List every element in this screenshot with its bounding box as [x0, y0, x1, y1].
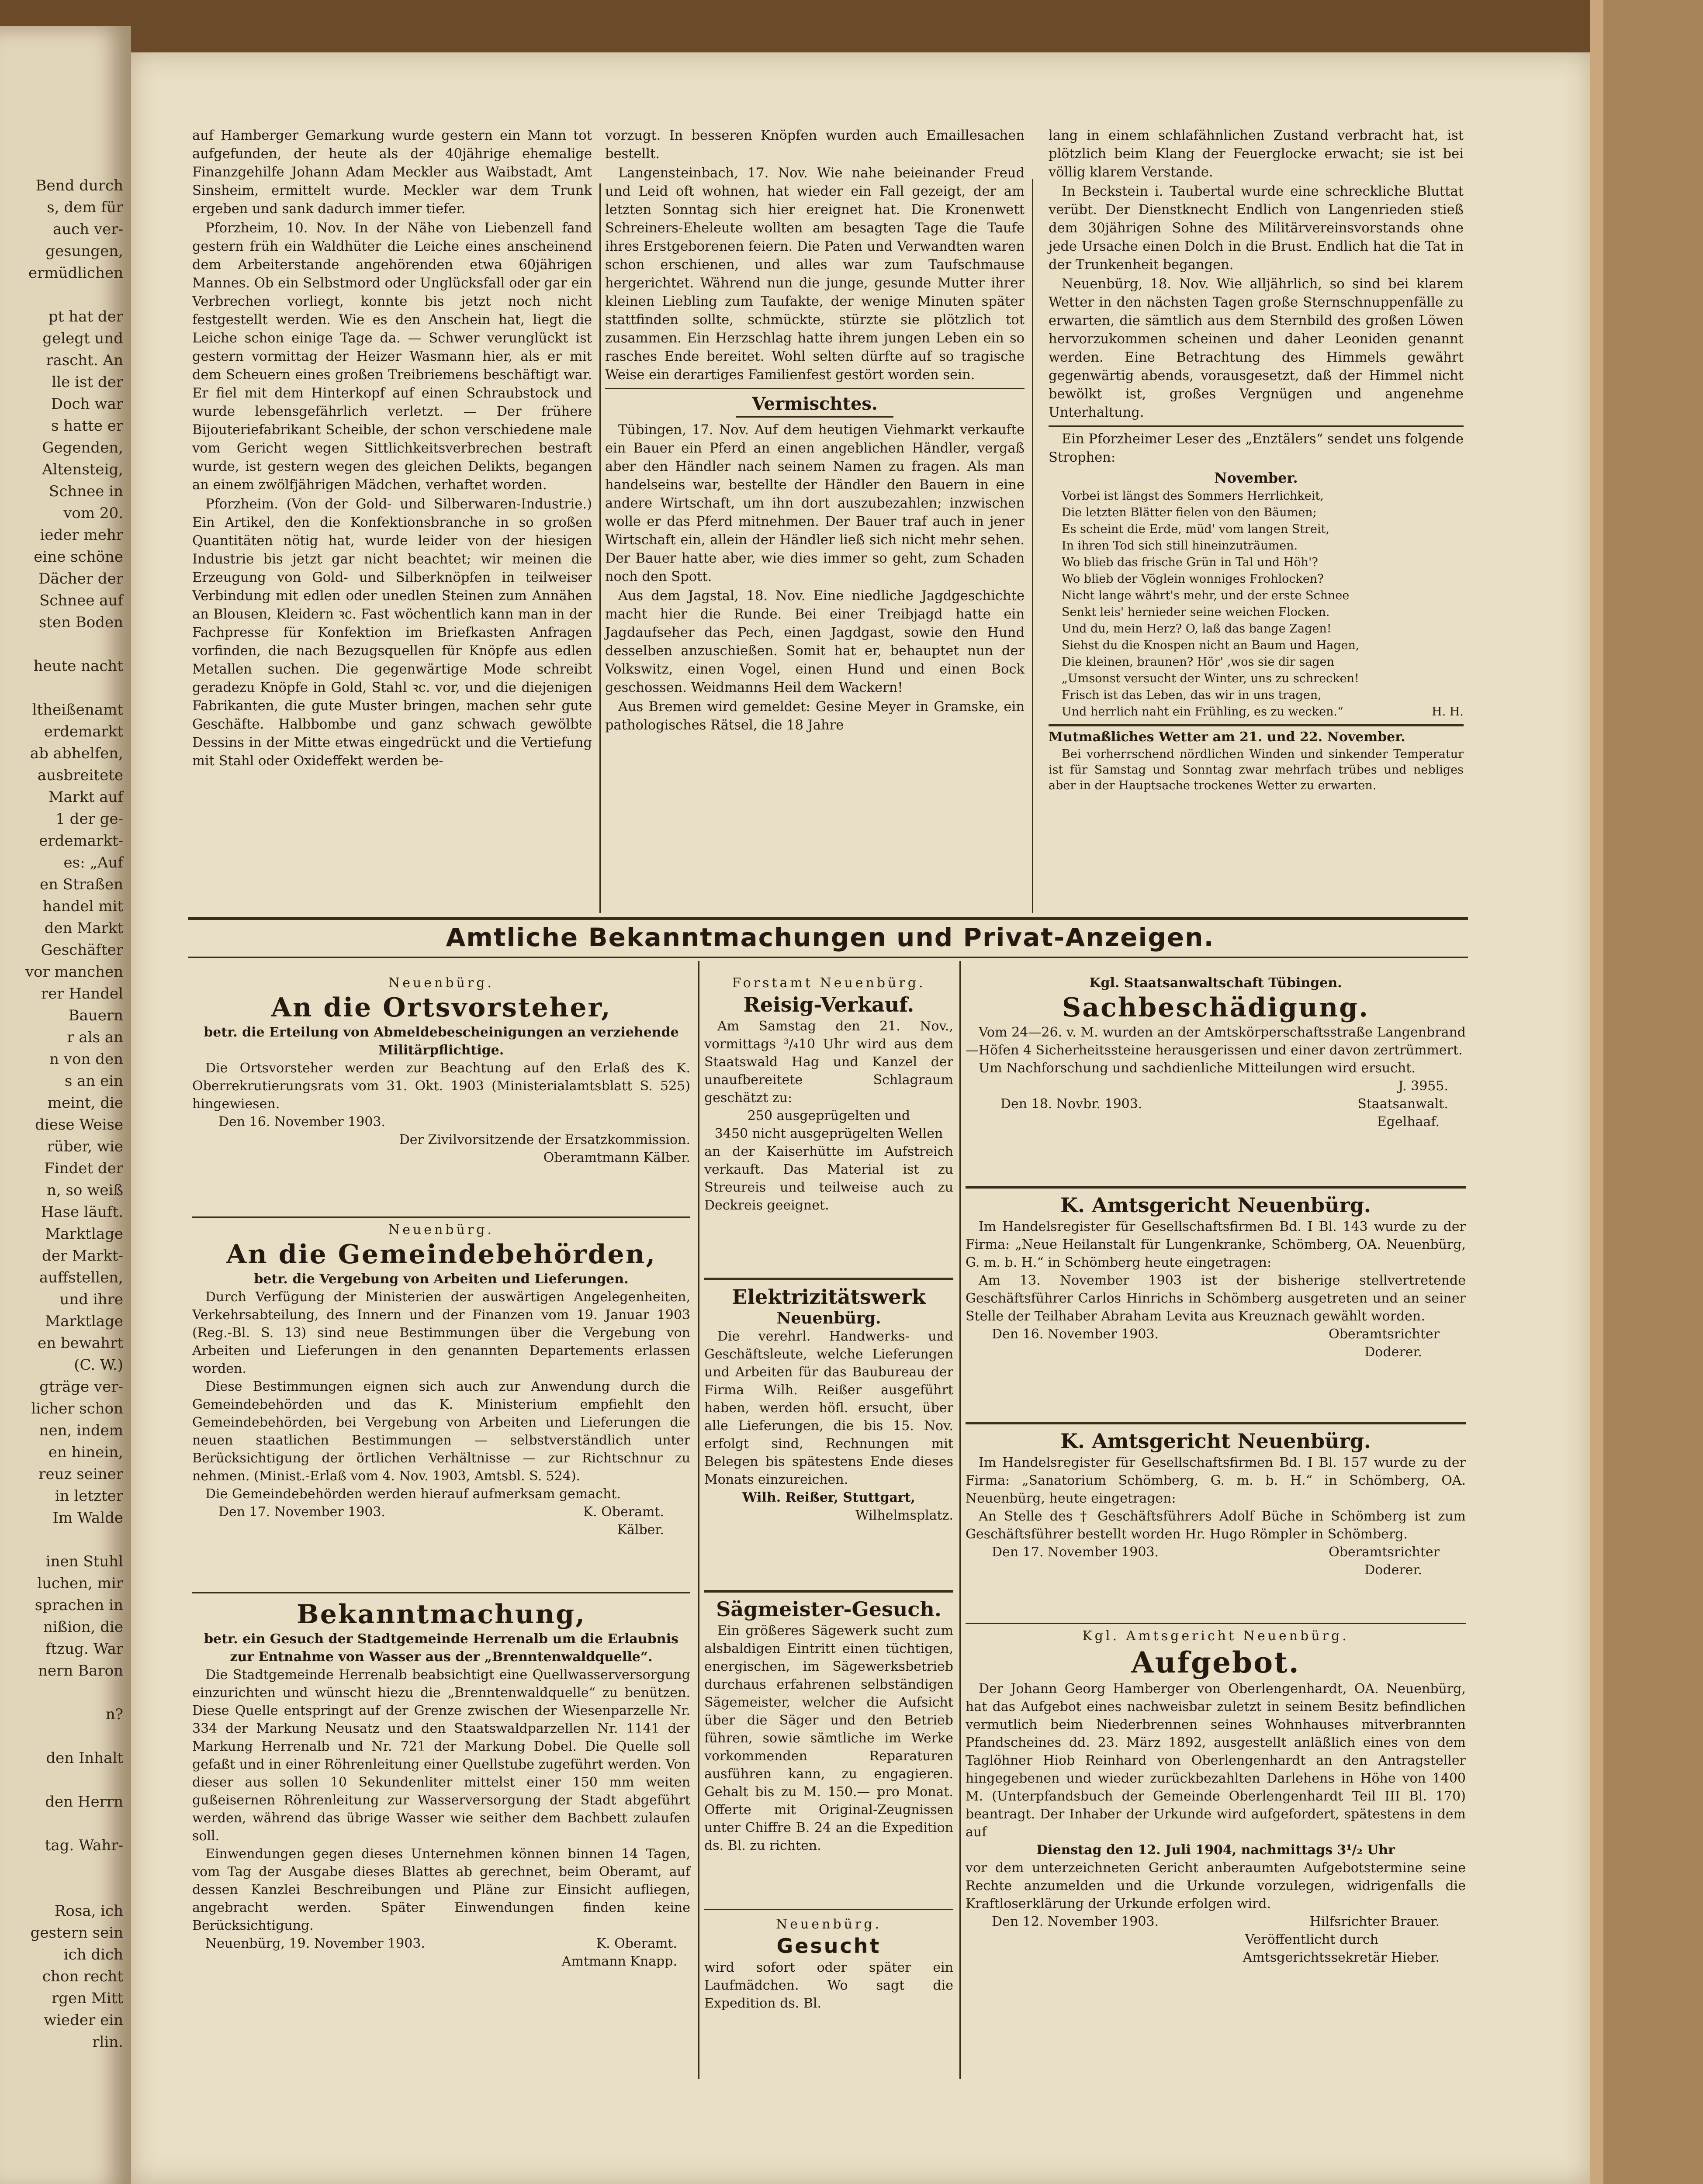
banner-rule-bottom	[188, 957, 1468, 958]
notice-amtsgericht-2	[966, 1428, 1466, 1579]
notice-subtitle: betr. die Vergebung von Arbeiten und Lieferungen.	[254, 1272, 629, 1287]
notice-gemeindebehoerden	[192, 1221, 690, 1539]
notice-body: Am 13. November 1903 ist der bisherige stellvertretende Geschäftsführer Carlos Hinrichs in Schömberg ausgetreten und an seiner Stelle der Teilhaber Abraham Levita aus Kreuznach gewählt worden.	[966, 1273, 1466, 1324]
notice-signature: Doderer.	[1364, 1344, 1422, 1360]
poem-line: Und herrlich naht ein Frühling, es zu wecken.“	[1062, 705, 1343, 719]
notice-sachbeschaedigung	[966, 974, 1466, 1131]
news-column-3	[1049, 127, 1464, 795]
notice-signature: K. Oberamt.	[583, 1504, 664, 1520]
notice-date: Den 18. Novbr. 1903.	[1000, 1096, 1142, 1112]
notice-footer	[966, 1543, 1466, 1561]
article: Pforzheim, 10. Nov. In der Nähe von Liebenzell fand gestern früh ein Waldhüter die Leiche eines anscheinend dem Arbeiterstande angehörenden etwa 60jährigen Mannes. Ob ein Selbstmord oder Unglücksfall oder gar ein Verbrechen vorliegt, konnte bis jetzt noch nicht festgestellt werden. Wie es den Anschein hat, liegt die Leiche schon einige Tage da. — Schwer verunglückt ist gestern vormittag der Heizer Wasmann hier, als er mit dem Scheuern eines großen Treibriemens beschäftigt war. Er fiel mit dem Hinterkopf auf einen Schraubstock und wurde lebensgefährlich verletzt. — Der frühere Bijouteriefabrikant Scheible, der schon verschiedene male vom Gericht wegen Sittlichkeitsverbrechen bestraft wurde, ist gestern wegen des gleichen Delikts, begangen an einem zwölfjährigen Mädchen, verhaftet worden.	[192, 221, 592, 493]
column-rule	[959, 961, 961, 2079]
notice-body: Um Nachforschung und sachdienliche Mitteilungen wird ersucht.	[979, 1061, 1416, 1076]
notice-date: Neuenbürg, 19. November 1903.	[205, 1936, 425, 1951]
poem-last-line	[1062, 704, 1464, 720]
notice-signature: Oberamtsrichter	[1329, 1545, 1440, 1560]
rule	[192, 1216, 690, 1218]
rule	[605, 388, 1025, 389]
notice-place: Neuenbürg.	[388, 1222, 494, 1237]
rule	[966, 1186, 1466, 1189]
notice-body: an der Kaiserhütte im Aufstreich verkauft. Das Material ist zu Streureis und teilweise auch zu Deckreis geeignet.	[704, 1144, 953, 1213]
notice-saegmeister	[704, 1597, 953, 1855]
poem-line: Es scheint die Erde, müd' vom langen Streit,	[1062, 522, 1330, 536]
poem-signature: H. H.	[1432, 705, 1464, 719]
notice-body: Die Ortsvorsteher werden zur Beachtung auf den Erlaß des K. Oberrekrutierungsrats vom 31. Okt. 1903 (Ministerialamtsblatt S. 525) hingewiesen.	[192, 1061, 690, 1112]
poem-line: Nicht lange währt's mehr, und der erste Schnee	[1062, 589, 1350, 602]
notice-title: Elektrizitätswerk	[732, 1285, 926, 1309]
notice-signature: Der Zivilvorsitzende der Ersatzkommission.	[399, 1132, 690, 1147]
notice-body: Einwendungen gegen dieses Unternehmen können binnen 14 Tagen, vom Tag der Ausgabe dieses Blattes ab gerechnet, beim Oberamt, auf dessen Kanzlei Beschreibungen und Pläne zur Einsicht aufliegen, angebracht werden. Später Einwendungen finden keine Berücksichtigung.	[192, 1846, 690, 1933]
notice-elektrizitaetswerk	[704, 1284, 953, 1524]
notice-title: Reisig-Verkauf.	[743, 993, 914, 1016]
notice-subtitle: betr. ein Gesuch der Stadtgemeinde Herrenalb um die Erlaubnis zur Entnahme von Wasser aus der „Brenntenwaldquelle“.	[204, 1631, 678, 1665]
notice-subtitle: betr. die Erteilung von Abmeldebescheinigungen an verziehende Militärpflichtige.	[204, 1025, 679, 1058]
article: lang in einem schlafähnlichen Zustand verbracht hat, ist plötzlich beim Klang der Feuerglocke erwacht; sie ist bei völlig klarem Verstande.	[1049, 128, 1464, 180]
column-rule	[698, 961, 699, 2079]
poem-title: November.	[1214, 470, 1298, 486]
notice-bekanntmachung	[192, 1599, 690, 1970]
notice-signature: Oberamtmann Kälber.	[543, 1150, 690, 1165]
rule	[1049, 425, 1464, 427]
weather-text: Bei vorherrschend nördlichen Winden und sinkender Temperatur ist für Samstag und Sonntag zwar mehrfach trübes und nebliges aber in der Hauptsache trockenes Wetter zu erwarten.	[1049, 747, 1464, 792]
notice-signature: Egelhaaf.	[1377, 1114, 1440, 1130]
notice-body: Die Stadtgemeinde Herrenalb beabsichtigt eine Quellwasserversorgung einzurichten und wünscht hiezu die „Brenntenwaldquelle“ zu benützen. Diese Quelle entspringt auf der Grenze zwischen der Wiesenparzelle Nr. 334 der Markung Neusatz und den Staatswaldparzellen Nr. 1141 der Markung Herrenalb und Nr. 721 der Markung Dobel. Die Quelle soll gefaßt und in einer Röhrenleitung einer Quellstube zugeführt werden. Von dieser aus sollen 10 Sekundenliter mittelst einer 150 mm weiten gußeisernen Röhrenleitung zur Wasserversorgung der Stadt abgeführt werden, während das übrige Wasser wie seither dem Bachbett zulaufen soll.	[192, 1667, 690, 1844]
notice-body: Die verehrl. Handwerks- und Geschäftsleute, welche Lieferungen und Arbeiten für das Baubureau der Firma Wilh. Reißer ausgeführt haben, werden höfl. ersucht, über alle Lieferungen, die bis 15. Nov. erfolgt sind, Rechnungen mit Belegen bis spätestens Ende dieses Monats einzureichen.	[704, 1329, 953, 1487]
notice-title: Sägmeister-Gesuch.	[716, 1597, 941, 1621]
page-edge	[1590, 0, 1603, 2184]
poem	[1049, 488, 1464, 720]
article: Neuenbürg, 18. Nov. Wie alljährlich, so sind bei klarem Wetter in den nächsten Tagen große Sternschnuppenfälle zu erwarten, die sämtlich aus dem Sternbild des großen Löwen hervorzukommen scheinen und daher Leoniden genannt werden. Eine Betrachtung des Himmels gewährt gegenwärtig abends, vorausgesetzt, daß der Himmel nicht bewölkt ist, großes Vergnügen und angenehme Unterhaltung.	[1049, 276, 1464, 420]
notice-title: Bekanntmachung,	[297, 1599, 586, 1630]
notice-footer	[192, 1503, 690, 1521]
notice-signature: K. Oberamt.	[596, 1936, 677, 1951]
rule	[966, 1623, 1466, 1624]
notice-body: An Stelle des † Geschäftsführers Adolf Büche in Schömberg ist zum Geschäftsführer bestellt worden Hr. Hugo Römpler in Schömberg.	[966, 1509, 1466, 1542]
notice-body: Im Handelsregister für Gesellschaftsfirmen Bd. I Bl. 157 wurde zu der Firma: „Sanatorium Schömberg, G. m. b. H.“ in Schömberg, OA. Neuenbürg, heute eingetragen:	[966, 1455, 1466, 1506]
notice-signature: Wilhelmsplatz.	[855, 1508, 953, 1523]
notice-date: Den 16. November 1903.	[218, 1114, 386, 1130]
notice-place: Kgl. Staatsanwaltschaft Tübingen.	[1089, 975, 1342, 991]
notice-place: Neuenbürg.	[388, 975, 494, 991]
rule	[704, 1278, 953, 1280]
poem-line: „Umsonst versucht der Winter, uns zu schrecken!	[1062, 672, 1359, 685]
news-column-2	[605, 127, 1025, 736]
article: auf Hamberger Gemarkung wurde gestern ein Mann tot aufgefunden, der heute als der 40jährige ehemalige Finanzgehilfe Johann Adam Meckler aus Waibstadt, Amt Sinsheim, ermittelt wurde. Meckler war dem Trunk ergeben und sank dadurch immer tiefer.	[192, 128, 592, 217]
article: Aus dem Jagstal, 18. Nov. Eine niedliche Jagdgeschichte macht hier die Runde. Bei einer Treibjagd hatte ein Jagdaufseher das Pech, einen Jagdgast, sowie den Hund desselben anzuschießen. Somit hat er, behauptet nun der Volkswitz, einen Vogel, einen Hund und einen Bock geschossen. Weidmanns Heil dem Wackern!	[605, 588, 1025, 695]
notice-body: 3450 nicht ausgeprügelten Wellen	[714, 1126, 943, 1141]
notice-footer	[192, 1935, 690, 1952]
notice-ortsvorsteher	[192, 974, 690, 1167]
notice-body: vor dem unterzeichneten Gericht anberaumten Aufgebotstermine seine Rechte anzumelden und die Urkunde vorzulegen, widrigenfalls die Kraftloserklärung der Urkunde erfolgen wird.	[966, 1860, 1466, 1911]
article: Tübingen, 17. Nov. Auf dem heutigen Viehmarkt verkaufte ein Bauer ein Pferd an einen angeblichen Händler, vergaß aber den Händler nach seinem Namen zu fragen. Als man handelseins war, bestellte der Händler den Bauern in eine andere Wirtschaft, um ihn dort auszubezahlen; inzwischen wolle er das Pferd mitnehmen. Der Bauer traf auch in jener Wirtschaft ein, allein der Händler ließ sich nicht mehr sehen. Der Bauer hatte aber, wie dies immer so geht, zum Schaden noch den Spott.	[605, 422, 1025, 584]
notice-body: Der Johann Georg Hamberger von Oberlengenhardt, OA. Neuenbürg, hat das Aufgebot eines nachweisbar zuletzt in seinem Besitz befindlichen vermutlich beim Niederbrennen seines Wohnhauses mitverbrannten Pfandscheines dd. 23. März 1892, ausgestellt anläßlich eines von dem Taglöhner Hiob Reinhard von Oberlengenhardt an den Antragsteller hingegebenen und wieder zurückbezahlten Darlehens in Höhe von 1400 M. (Unterpfandsbuch der Gemeinde Oberlengenhardt Teil III Bl. 170) beantragt. Der Inhaber der Urkunde wird aufgefordert, spätestens in dem auf	[966, 1681, 1466, 1840]
article: vorzugt. In besseren Knöpfen wurden auch Emaillesachen bestellt.	[605, 128, 1025, 162]
notice-body: Die Gemeindebehörden werden hierauf aufmerksam gemacht.	[205, 1486, 621, 1502]
notice-reisig-verkauf	[704, 974, 953, 1214]
notice-signature: Hilfsrichter Brauer.	[1309, 1914, 1440, 1929]
notice-body: Am Samstag den 21. Nov., vormittags ³/₄10 Uhr wird aus dem Staatswald Hag und Kanzel der unaufbereitete Schlagraum geschätzt zu:	[704, 1019, 953, 1106]
notice-date: Den 17. November 1903.	[218, 1504, 386, 1520]
news-column-1	[192, 127, 592, 771]
article: Ein Pforzheimer Leser des „Enztälers“ sendet uns folgende Strophen:	[1049, 432, 1464, 465]
left-page-text: Bend durch s, dem für auch ver- gesungen, ermüdlichen pt hat der gelegt und rascht. An lle ist der Doch war s hatte er Gegenden, Altensteig, Schnee in vom 20. ieder mehr eine schöne Dächer der Schnee auf sten Boden heute nacht ltheißenamt erdemarkt ab abhelfen, ausbreitete Markt auf 1 der ge- erdemarkt- es: „Auf en Straßen handel mit den Markt Geschäfter vor manchen rer Handel Bauern r als an n von den s an ein meint, die diese Weise rüber, wie Findet der n, so weiß Hase läuft. Marktlage der Markt- auffstellen, und ihre Marktlage en bewahrt (C. W.) gträge ver- licher schon nen, indem en hinein, reuz seiner in letzter Im Walde inen Stuhl luchen, mir sprachen in nißion, die ftzug. War nern Baron n? den Inhalt den Herrn tag. Wahr- Rosa, ich gestern sein ich dich chon recht rgen Mitt wieder ein rlin.	[25, 177, 123, 2051]
notice-title: Aufgebot.	[1131, 1645, 1300, 1679]
notice-place: Kgl. Amtsgericht Neuenbürg.	[1082, 1628, 1349, 1644]
banner-rule-top	[188, 917, 1468, 920]
notice-body: Ein größeres Sägewerk sucht zum alsbaldigen Eintritt einen tüchtigen, energischen, im Sägewerksbetrieb durchaus erfahrenen selbständigen Sägemeister, welcher die Aufsicht über die Säger und den Betrieb führen, sowie sämtliche im Werke vorkommenden Reparaturen ausführen kann, zu engagieren. Gehalt bis zu M. 150.— pro Monat. Offerte mit Original-Zeugnissen unter Chiffre B. 24 an die Expedition ds. Bl. zu richten.	[704, 1623, 953, 1853]
rule	[966, 1422, 1466, 1424]
notice-date: Den 17. November 1903.	[992, 1545, 1159, 1560]
notice-body: Im Handelsregister für Gesellschaftsfirmen Bd. I Bl. 143 wurde zu der Firma: „Neue Heilanstalt für Lungenkranke, Schömberg, OA. Neuenbürg, G. m. b. H.“ in Schömberg heute eingetragen:	[966, 1219, 1466, 1270]
poem-line: Vorbei ist längst des Sommers Herrlichkeit,	[1062, 489, 1324, 503]
poem-line: Und du, mein Herz? O, laß das bange Zagen!	[1062, 622, 1332, 636]
poem-line: Die letzten Blätter fielen von den Bäumen;	[1062, 506, 1317, 519]
article: In Beckstein i. Taubertal wurde eine schreckliche Bluttat verübt. Der Dienstknecht Endlich von Langenrieden stieß dem 30jährigen Sohne des Militärvereinsvorstands ohne jede Ursache einen Dolch in die Brust. Endlich hat die Tat in der Trunkenheit begangen.	[1049, 184, 1464, 273]
notice-highlight: Dienstag den 12. Juli 1904, nachmittags 3¹/₂ Uhr	[1036, 1842, 1395, 1858]
notice-footer	[966, 1325, 1466, 1343]
rule	[736, 416, 893, 418]
notice-footer	[966, 1095, 1466, 1113]
notice-title: Sachbeschädigung.	[1062, 992, 1370, 1023]
poem-line: In ihren Tod sich still hineinzuträumen.	[1062, 539, 1298, 553]
article: Aus Bremen wird gemeldet: Gesine Meyer in Gramske, ein pathologisches Rätsel, die 18 Jahre	[605, 699, 1025, 733]
poem-line: Die kleinen, braunen? Hör' ‚wos sie dir sagen	[1062, 655, 1335, 669]
article: Langensteinbach, 17. Nov. Wie nahe beieinander Freud und Leid oft wohnen, hat wieder ein Fall gezeigt, der am letzten Sonntag sich hier ereignet hat. Die Kronenwett Schreiners-Eheleute wollten am besagten Tage die Taufe ihres Erstgeborenen feiern. Die Paten und Verwandten waren schon erschienen, und alles war zum Taufschmause hergerichtet. Während nun die junge, gesunde Mutter ihrer kleinen Liebling zum Taufakte, der wenige Minuten später stattfinden sollte, schmückte, stürzte sie plötzlich tot zusammen. Ein Herzschlag hatte ihrem jungen Leben ein so rasches Ende bereitet. Wohl selten dürfte auf so tragische Weise ein derartiges Familienfest gestört worden sein.	[605, 166, 1025, 383]
notice-signature: Kälber.	[617, 1522, 664, 1538]
notice-title: An die Gemeindebehörden,	[226, 1239, 657, 1270]
poem-line: Frisch ist das Leben, das wir in uns tragen,	[1062, 688, 1322, 702]
notice-footer	[966, 1913, 1466, 1931]
rule	[192, 1592, 690, 1593]
book-cover-edge	[1603, 0, 1703, 2184]
article: Pforzheim. (Von der Gold- und Silberwaren-Industrie.) Ein Artikel, den die Konfektionsbranche in so großen Quantitäten nötig hat, wurde leider von der hiesigen Industrie bis jetzt gar nicht beachtet; wir meinen die Erzeugung von Gold- und Silberknöpfen in teilweiser Verbindung mit edlen oder unedlen Steinen zum Annähen an Blousen, Kleidern ꝛc. Fast wöchentlich kann man in der Fachpresse für Konfektion im Briefkasten Anfragen vorfinden, die nach Bezugsquellen für Knöpfe aus edlen Metallen suchen. Die gegenwärtige Mode schreibt geradezu Knöpfe in Gold, Stahl ꝛc. vor, und die diejenigen Fabrikanten, die gute Muster bringen, machen sehr gute Geschäfte. Halbbombe und ganz schwach gewölbte Dessins in der Mitte etwas eingedrückt und die Vertiefung mit Stahl oder Oxideffekt werden be-	[192, 497, 592, 769]
notice-date: Den 12. November 1903.	[992, 1914, 1159, 1929]
notice-date: Den 16. November 1903.	[992, 1327, 1159, 1342]
notice-signature: Staatsanwalt.	[1357, 1096, 1448, 1112]
poem-line: Wo blieb der Vöglein wonniges Frohlocken?	[1062, 572, 1324, 586]
notice-body: wird sofort oder später ein Laufmädchen. Wo sagt die Expedition ds. Bl.	[704, 1960, 953, 2011]
notice-body: Vom 24—26. v. M. wurden an der Amtskörperschaftsstraße Langenbrand—Höfen 4 Sicherheitssteine herausgerissen und einer davon zertrümmert.	[966, 1025, 1466, 1058]
section-banner: Amtliche Bekanntmachungen und Privat-Anzeigen.	[446, 923, 1215, 952]
section-heading: Vermischtes.	[752, 394, 878, 414]
notice-signature: Amtsgerichtssekretär Hieber.	[1243, 1950, 1440, 1965]
poem-line: Senkt leis' hernieder seine weichen Flocken.	[1062, 605, 1330, 619]
notice-title: Gesucht	[776, 1934, 881, 1958]
notice-signature: Doderer.	[1364, 1562, 1422, 1578]
rule	[704, 1909, 953, 1910]
notice-signature: Wilh. Reißer, Stuttgart,	[742, 1490, 916, 1505]
column-rule	[1032, 179, 1033, 913]
notice-published: Veröffentlicht durch	[1245, 1932, 1378, 1947]
notice-amtsgericht-1	[966, 1192, 1466, 1361]
notice-reference: J. 3955.	[1398, 1078, 1448, 1094]
rule	[704, 1590, 953, 1593]
notice-title: K. Amtsgericht Neuenbürg.	[1060, 1193, 1371, 1217]
column-rule	[599, 183, 601, 913]
notice-body: 250 ausgeprügelten und	[747, 1108, 910, 1123]
notice-title: K. Amtsgericht Neuenbürg.	[1060, 1429, 1371, 1453]
notice-signature: Amtmann Knapp.	[561, 1954, 677, 1969]
notice-place: Forstamt Neuenbürg.	[732, 975, 926, 991]
poem-line: Wo blieb das frische Grün in Tal und Höh'?	[1062, 556, 1318, 569]
notice-gesucht	[704, 1915, 953, 2012]
notice-signature: Oberamtsrichter	[1329, 1327, 1440, 1342]
notice-place: Neuenbürg.	[775, 1917, 882, 1932]
notice-title: An die Ortsvorsteher,	[271, 992, 612, 1023]
left-page-fragment	[0, 26, 131, 2184]
notice-place: Neuenbürg.	[776, 1309, 881, 1327]
poem-line: Siehst du die Knospen nicht an Baum und Hagen,	[1062, 639, 1360, 652]
notice-body: Diese Bestimmungen eignen sich auch zur Anwendung durch die Gemeindebehörden und das K. Ministerium empfiehlt den Gemeindebehörden, bei Vergebung von Arbeiten und Lieferungen die neuen staatlichen Bestimmungen — selbstverständlich unter Berücksichtigung der örtlichen Verhältnisse — zur Richtschnur zu nehmen. (Minist.-Erlaß vom 4. Nov. 1903, Amtsbl. S. 524).	[192, 1379, 690, 1484]
notice-body: Durch Verfügung der Ministerien der auswärtigen Angelegenheiten, Verkehrsabteilung, des Innern und der Finanzen vom 19. Januar 1903 (Reg.-Bl. S. 13) sind neue Bestimmungen über die Vergebung von Arbeiten und Lieferungen in den genannten Departements erlassen worden.	[192, 1289, 690, 1376]
weather-title: Mutmaßliches Wetter am 21. und 22. November.	[1049, 729, 1405, 745]
rule	[1049, 724, 1464, 726]
notice-aufgebot	[966, 1627, 1466, 1966]
